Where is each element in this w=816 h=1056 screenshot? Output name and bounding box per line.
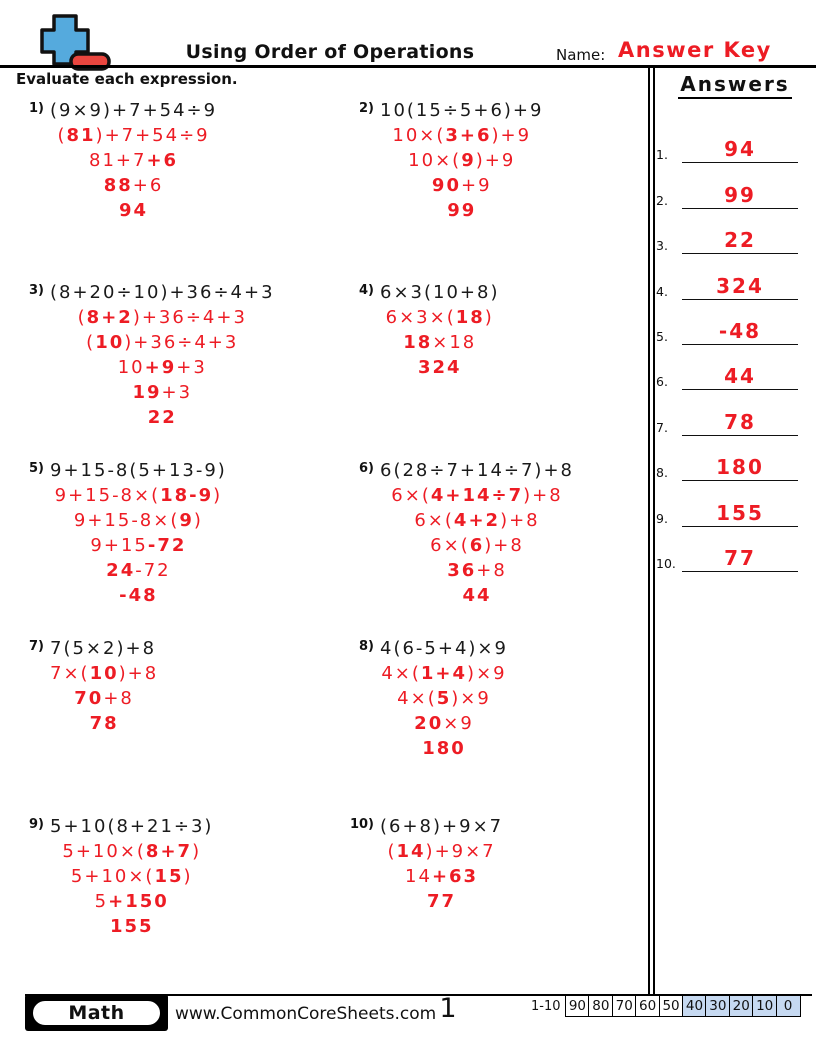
problem <box>0 280 330 458</box>
step-segment: ( <box>387 841 397 862</box>
solution-step <box>380 533 574 558</box>
step-segment: )+9×7 <box>425 841 496 862</box>
step-result-segment: 94 <box>119 200 149 221</box>
step-segment: 6×3×( <box>385 307 456 328</box>
solution-step <box>380 483 574 508</box>
step-result-segment: 4+2 <box>453 510 501 531</box>
problem-expression: 6×3(10+8) <box>380 282 500 303</box>
answer-row <box>656 485 814 530</box>
answers-divider-line <box>648 67 650 994</box>
step-segment: ) <box>193 510 203 531</box>
step-result-segment: +9 <box>144 357 177 378</box>
step-segment: 10 <box>117 357 145 378</box>
step-result-segment: 9 <box>179 510 194 531</box>
problem-expression: 9+15-8(5+13-9) <box>50 460 227 481</box>
step-segment: ×9 <box>443 713 474 734</box>
solution-step <box>380 736 508 761</box>
answer-number: 7. <box>656 419 668 435</box>
step-result-segment: 36 <box>447 560 477 581</box>
answer-number: 5. <box>656 328 668 344</box>
step-result-segment: 180 <box>422 738 466 759</box>
step-segment: +8 <box>476 560 507 581</box>
answer-blank-line <box>682 228 798 254</box>
problem <box>330 458 648 636</box>
solution-step <box>380 355 499 380</box>
answer-number: 2. <box>656 192 668 208</box>
step-segment: )+8 <box>118 663 159 684</box>
step-result-segment: +6 <box>146 150 179 171</box>
step-segment: -72 <box>135 560 171 581</box>
step-result-segment: 70 <box>74 688 104 709</box>
problem-expression: 7(5×2)+8 <box>50 638 157 659</box>
step-result-segment: 44 <box>462 585 492 606</box>
solution-step <box>50 661 158 686</box>
step-segment: 14 <box>405 866 432 887</box>
step-segment: )+36÷4+3 <box>132 307 247 328</box>
step-segment: )+9 <box>491 125 532 146</box>
answer-value: 94 <box>724 137 756 162</box>
problem-number: 7) <box>29 639 44 654</box>
problem <box>0 458 330 636</box>
answer-value: 22 <box>724 228 756 253</box>
step-result-segment: 22 <box>147 407 177 428</box>
step-result-segment: 78 <box>89 713 119 734</box>
step-result-segment: 20 <box>414 713 444 734</box>
solution-step <box>380 583 574 608</box>
answer-blank-line <box>682 274 798 300</box>
step-segment: )+9 <box>475 150 516 171</box>
step-result-segment: 6 <box>469 535 485 556</box>
score-strip <box>531 995 801 1017</box>
problem-work <box>50 280 275 430</box>
score-box: 50 <box>659 995 684 1017</box>
step-segment: ( <box>86 332 96 353</box>
step-segment: ( <box>77 307 87 328</box>
answer-value: 44 <box>724 364 756 389</box>
answer-number: 9. <box>656 510 668 526</box>
step-segment: )×9 <box>467 663 507 684</box>
answer-blank-line <box>682 546 798 572</box>
answer-number: 1. <box>656 147 668 163</box>
answer-row <box>656 258 814 303</box>
step-segment: +6 <box>132 175 164 196</box>
step-segment: )+36÷4+3 <box>124 332 239 353</box>
answer-row <box>656 394 814 439</box>
solution-step <box>50 889 213 914</box>
answer-value: 78 <box>724 409 756 434</box>
solution-step <box>50 914 213 939</box>
score-box: 0 <box>776 995 801 1017</box>
step-segment: 6×( <box>391 485 431 506</box>
score-box: 70 <box>612 995 637 1017</box>
solution-step <box>380 711 508 736</box>
problem-number: 10) <box>349 817 374 832</box>
step-segment: )×9 <box>451 688 491 709</box>
step-segment: 5+10×( <box>62 841 146 862</box>
answer-blank-line <box>682 364 798 390</box>
answer-row <box>656 531 814 576</box>
solution-step <box>50 839 213 864</box>
subject-label: Math <box>68 1001 125 1024</box>
step-segment: 7×( <box>50 663 90 684</box>
solution-step <box>50 380 275 405</box>
answer-blank-line <box>682 183 798 209</box>
answer-blank-line <box>682 410 798 436</box>
problem-work <box>380 280 499 380</box>
step-segment: )+8 <box>500 510 540 531</box>
problem-number: 6) <box>359 461 374 476</box>
step-segment: ( <box>57 125 67 146</box>
answer-blank-line <box>682 319 798 345</box>
step-result-segment: 4+14÷7 <box>430 485 524 506</box>
step-result-segment: 77 <box>427 891 457 912</box>
problem-expression: (6+8)+9×7 <box>380 816 504 837</box>
step-segment: +3 <box>161 382 193 403</box>
step-result-segment: 99 <box>447 200 477 221</box>
solution-step <box>380 839 503 864</box>
step-result-segment: 18-9 <box>160 485 214 506</box>
problem-work <box>50 458 227 608</box>
problem-expression: 4(6-5+4)×9 <box>380 638 508 659</box>
page-title: Using Order of Operations <box>185 41 475 63</box>
score-box: 80 <box>588 995 613 1017</box>
solution-step <box>50 483 227 508</box>
step-result-segment: +150 <box>108 891 169 912</box>
step-result-segment: 14 <box>396 841 426 862</box>
problem-expression: 5+10(8+21÷3) <box>50 816 214 837</box>
answer-row <box>656 213 814 258</box>
solution-step <box>380 889 503 914</box>
solution-step <box>380 148 543 173</box>
step-segment: )+7+54÷9 <box>95 125 210 146</box>
problem-work <box>380 814 503 914</box>
problem-work <box>380 636 508 761</box>
solution-step <box>50 583 227 608</box>
step-segment: 5 <box>94 891 109 912</box>
step-segment: ×18 <box>432 332 477 353</box>
answer-number: 8. <box>656 465 668 481</box>
problem-work <box>50 98 217 223</box>
step-segment: ) <box>192 841 202 862</box>
solution-step <box>50 864 213 889</box>
step-result-segment: 88 <box>103 175 133 196</box>
solution-step <box>50 558 227 583</box>
solution-step <box>50 305 275 330</box>
solution-step <box>380 330 499 355</box>
answer-value: 155 <box>716 500 764 525</box>
step-segment: )+8 <box>523 485 563 506</box>
answer-key-label: Answer Key <box>618 38 772 62</box>
step-result-segment: 24 <box>106 560 136 581</box>
step-result-segment: 81 <box>66 125 96 146</box>
step-result-segment: 155 <box>109 916 154 937</box>
answer-number: 3. <box>656 238 668 254</box>
step-segment: )+8 <box>484 535 524 556</box>
step-segment: +9 <box>460 175 492 196</box>
step-segment: ) <box>183 866 193 887</box>
score-box: 90 <box>565 995 590 1017</box>
step-result-segment: 90 <box>431 175 461 196</box>
step-result-segment: 18 <box>403 332 433 353</box>
score-box: 40 <box>682 995 707 1017</box>
solution-step <box>50 355 275 380</box>
step-result-segment: 3+6 <box>445 125 492 146</box>
step-result-segment: 1+4 <box>420 663 468 684</box>
step-segment: 4×( <box>381 663 421 684</box>
problem-number: 5) <box>29 461 44 476</box>
step-result-segment: 5 <box>436 688 452 709</box>
solution-step <box>380 661 508 686</box>
step-result-segment: 19 <box>132 382 162 403</box>
step-result-segment: 15 <box>154 866 184 887</box>
step-result-segment: 8+2 <box>86 307 133 328</box>
problem-number: 3) <box>29 283 44 298</box>
subject-badge <box>25 994 168 1031</box>
problem-expression: (9×9)+7+54÷9 <box>50 100 218 121</box>
answers-heading-text: Answers <box>678 72 791 99</box>
step-result-segment: 324 <box>417 357 462 378</box>
solution-step <box>50 405 275 430</box>
step-result-segment: -48 <box>119 585 158 606</box>
problem-number: 9) <box>29 817 44 832</box>
step-result-segment: 9 <box>461 150 476 171</box>
problem <box>0 636 330 814</box>
score-box: 60 <box>635 995 660 1017</box>
solution-step <box>380 864 503 889</box>
step-result-segment: 18 <box>455 307 485 328</box>
score-box: 10 <box>752 995 777 1017</box>
step-result-segment: 10 <box>95 332 125 353</box>
page-number: 1 <box>439 993 457 1024</box>
step-segment: 6×( <box>414 510 454 531</box>
problems-grid <box>0 98 648 939</box>
problem <box>0 98 330 280</box>
solution-step <box>50 508 227 533</box>
problem-number: 8) <box>359 639 374 654</box>
solution-step <box>50 123 217 148</box>
answer-value: 99 <box>724 182 756 207</box>
problem <box>330 98 648 280</box>
solution-step <box>380 198 543 223</box>
instructions-text: Evaluate each expression. <box>16 70 238 88</box>
score-box: 20 <box>729 995 754 1017</box>
step-segment: 10×( <box>392 125 446 146</box>
answer-row <box>656 122 814 167</box>
problem <box>0 814 330 939</box>
solution-step <box>380 123 543 148</box>
solution-step <box>380 173 543 198</box>
problem-work <box>50 814 213 939</box>
answer-row <box>656 440 814 485</box>
step-segment: 9+15-8×( <box>73 510 180 531</box>
solution-step <box>50 533 227 558</box>
step-segment: 9+15-8×( <box>54 485 161 506</box>
step-segment: 10×( <box>408 150 462 171</box>
step-segment: ) <box>213 485 223 506</box>
solution-step <box>380 508 574 533</box>
solution-step <box>50 148 217 173</box>
problem <box>330 814 648 939</box>
problem-work <box>50 636 158 736</box>
answer-row <box>656 304 814 349</box>
problem-number: 2) <box>359 101 374 116</box>
step-result-segment: 8+7 <box>145 841 193 862</box>
step-segment: +3 <box>176 357 207 378</box>
solution-step <box>50 173 217 198</box>
solution-step <box>50 686 158 711</box>
step-segment: 81+7 <box>89 150 147 171</box>
step-result-segment: 10 <box>89 663 119 684</box>
problem-number: 1) <box>29 101 44 116</box>
solution-step <box>380 305 499 330</box>
step-result-segment: +63 <box>431 866 479 887</box>
solution-step <box>380 558 574 583</box>
answer-number: 10. <box>656 555 676 571</box>
answer-value: 77 <box>724 545 756 570</box>
step-segment: +8 <box>103 688 134 709</box>
solution-step <box>50 330 275 355</box>
problem-number: 4) <box>359 283 374 298</box>
solution-step <box>50 198 217 223</box>
problem <box>330 280 648 458</box>
step-segment: 6×( <box>430 535 470 556</box>
answers-panel <box>656 68 814 576</box>
name-label: Name: <box>556 46 606 64</box>
step-result-segment: -72 <box>147 535 187 556</box>
score-box: 30 <box>705 995 730 1017</box>
answer-value: 324 <box>716 273 764 298</box>
answer-value: 180 <box>716 455 764 480</box>
problem-expression: 6(28÷7+14÷7)+8 <box>380 460 574 481</box>
answer-number: 4. <box>656 283 668 299</box>
step-segment: 5+10×( <box>70 866 155 887</box>
answer-row <box>656 349 814 394</box>
commoncoresheets-logo-icon <box>38 13 112 73</box>
subject-badge-pill <box>31 999 162 1027</box>
answer-blank-line <box>682 501 798 527</box>
answer-row <box>656 167 814 212</box>
answer-value: -48 <box>718 318 762 343</box>
answer-number: 6. <box>656 374 668 390</box>
problem-work <box>380 458 574 608</box>
answers-heading <box>656 72 814 96</box>
solution-step <box>50 711 158 736</box>
solution-step <box>380 686 508 711</box>
problem-work <box>380 98 543 223</box>
problem-expression: 10(15÷5+6)+9 <box>380 100 544 121</box>
problem <box>330 636 648 814</box>
answers-divider-line <box>653 67 655 994</box>
step-segment: 9+15 <box>90 535 148 556</box>
answers-list <box>656 122 814 576</box>
answer-blank-line <box>682 455 798 481</box>
problem-expression: (8+20÷10)+36÷4+3 <box>50 282 275 303</box>
answer-blank-line <box>682 137 798 163</box>
website-url: www.CommonCoreSheets.com <box>175 1004 437 1024</box>
score-range-label: 1-10 <box>531 998 561 1014</box>
step-segment: 4×( <box>397 688 437 709</box>
step-segment: ) <box>484 307 494 328</box>
